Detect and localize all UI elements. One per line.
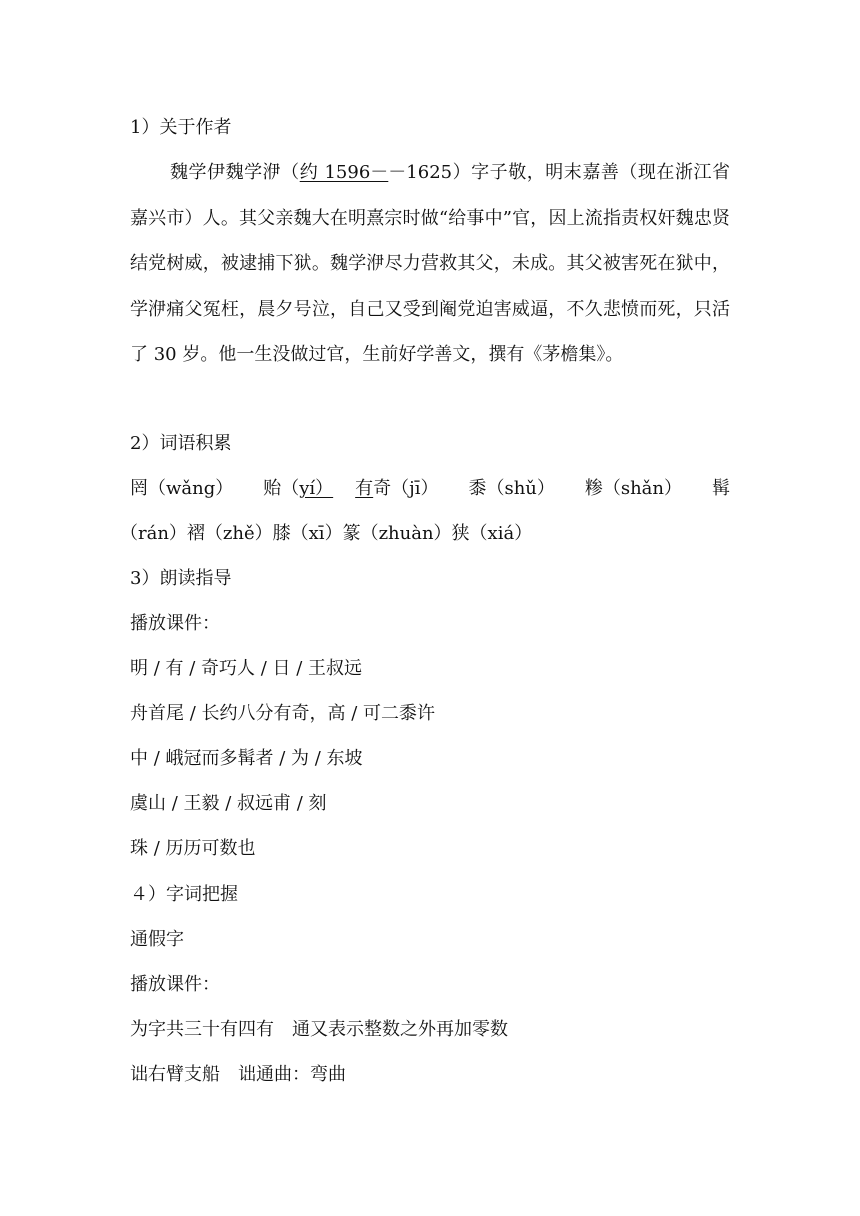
section-4-sub: 通假字 (130, 929, 184, 950)
reading-line-4: 虞山 / 王毅 / 叔远甫 / 刻 (130, 793, 327, 814)
author-paragraph (130, 150, 730, 378)
section-3-intro: 播放课件： (130, 613, 220, 634)
vocab-row-2: （rán）褶（zhě）膝（xī）篆（zhuàn）狭（xiá） (120, 523, 533, 544)
vocab-row-1 (130, 477, 730, 501)
vocab-shan: 糁（shǎn） (584, 478, 682, 499)
vocab-yi-char: 贻（ (263, 478, 300, 499)
section-3-heading: 3）朗读指导 (130, 568, 232, 589)
reading-line-1: 明 / 有 / 奇巧人 / 日 / 王叔远 (130, 658, 363, 679)
section-4-intro: 播放课件： (130, 974, 220, 995)
word-line-2: 诎右臂支船 诎通曲：弯曲 (130, 1064, 346, 1085)
vocab-shu: 黍（shǔ） (468, 478, 555, 499)
author-paragraph-rest: －1625）字子敬，明末嘉善（现在浙江省嘉兴市）人。其父亲魏大在明熹宗时做“给事中”官，因上流指责权奸魏忠贤结党树威，被逮捕下狱。魏学洢尽力营救其父，未成。其父被害死在狱中，学洢痛父冤枉，晨夕号泣，自己又受到阉党迫害威逼，不久悲愤而死，只活了 30 岁。他一生没做过官，生前好学善文，撰有《茅檐集》。 (130, 162, 731, 365)
author-paragraph-start: 魏学伊魏学洢（ (170, 162, 300, 183)
vocab-ji: 奇（jī） (373, 478, 439, 499)
word-line-1: 为字共三十有四有 通又表示整数之外再加零数 (130, 1019, 508, 1040)
vocab-ran-char: 髯 (711, 478, 730, 499)
vocab-wang: 罔（wǎng） (130, 478, 234, 499)
reading-line-2: 舟首尾 / 长约八分有奇，高 / 可二黍许 (130, 703, 436, 724)
vocab-you-char: 有 (355, 478, 374, 499)
reading-line-3: 中 / 峨冠而多髯者 / 为 / 东坡 (130, 748, 363, 769)
author-birth-year: 约 1596－ (299, 162, 389, 183)
section-4-heading: ４）字词把握 (130, 884, 238, 905)
section-1-heading: 1）关于作者 (130, 117, 232, 138)
reading-line-5: 珠 / 历历可数也 (130, 838, 256, 859)
vocab-yi-group (263, 477, 438, 501)
vocab-yi-pinyin: yí） (299, 478, 334, 499)
section-2-heading: 2）词语积累 (130, 433, 232, 454)
